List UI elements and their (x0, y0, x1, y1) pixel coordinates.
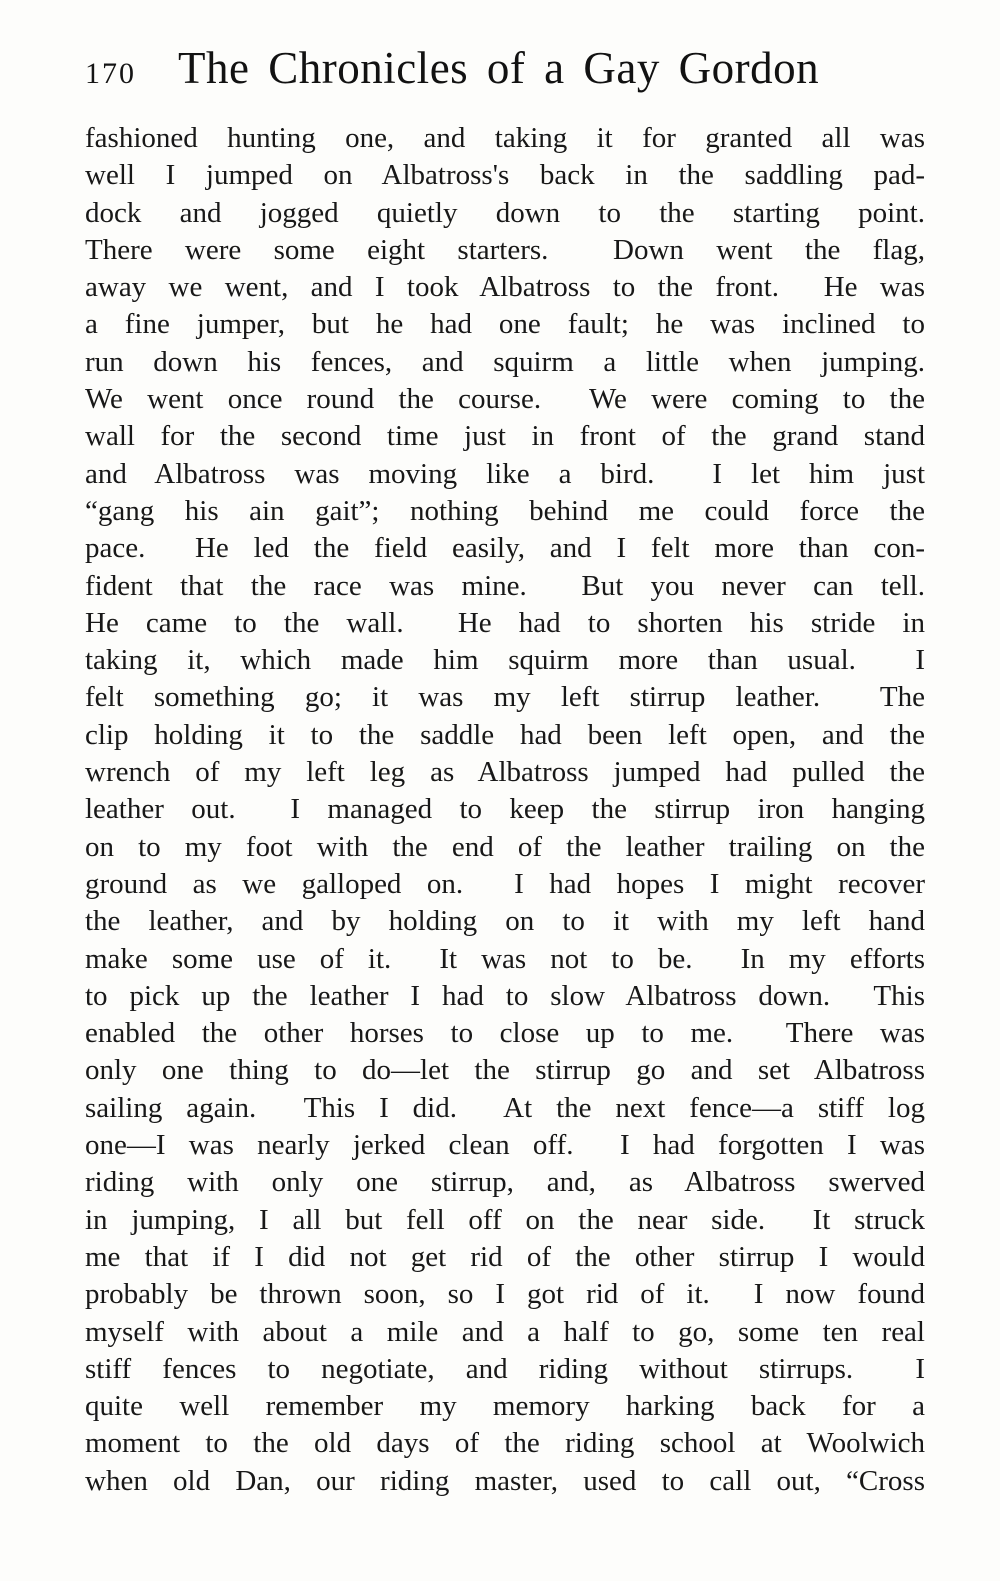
page-number: 170 (85, 57, 136, 90)
text-line: There were some eight starters. Down went the flag, (85, 233, 925, 266)
text-line: one—I was nearly jerked clean off. I had forgotten I was (85, 1129, 925, 1162)
text-line: taking it, which made him squirm more than usual. I (85, 644, 925, 677)
running-header (85, 43, 925, 93)
text-line: on to my foot with the end of the leather trailing on the (85, 830, 925, 863)
body-text (85, 120, 925, 1500)
text-line: moment to the old days of the riding school at Woolwich (85, 1427, 925, 1460)
text-line: “gang his ain gait”; nothing behind me could force the (85, 494, 925, 527)
text-line: probably be thrown soon, so I got rid of it. I now found (85, 1278, 925, 1311)
text-line: pace. He led the field easily, and I felt more than con- (85, 532, 925, 565)
text-line: quite well remember my memory harking back for a (85, 1390, 925, 1423)
text-line: when old Dan, our riding master, used to call out, “Cross (85, 1464, 925, 1497)
text-line: in jumping, I all but fell off on the near side. It struck (85, 1203, 925, 1236)
text-line: away we went, and I took Albatross to the front. He was (85, 271, 925, 304)
text-line: stiff fences to negotiate, and riding without stirrups. I (85, 1352, 925, 1385)
text-line: felt something go; it was my left stirrup leather. The (85, 681, 925, 714)
text-line: He came to the wall. He had to shorten his stride in (85, 606, 925, 639)
text-line: me that if I did not get rid of the other stirrup I would (85, 1240, 925, 1273)
text-line: make some use of it. It was not to be. In my efforts (85, 942, 925, 975)
text-line: the leather, and by holding on to it with my left hand (85, 905, 925, 938)
text-line: well I jumped on Albatross's back in the saddling pad- (85, 159, 925, 192)
page-title: The Chronicles of a Gay Gordon (178, 43, 820, 93)
text-line: sailing again. This I did. At the next fence—a stiff log (85, 1091, 925, 1124)
text-line: leather out. I managed to keep the stirrup iron hanging (85, 793, 925, 826)
text-line: dock and jogged quietly down to the starting point. (85, 196, 925, 229)
text-line: wrench of my left leg as Albatross jumped had pulled the (85, 756, 925, 789)
text-line: We went once round the course. We were coming to the (85, 383, 925, 416)
text-line: and Albatross was moving like a bird. I let him just (85, 457, 925, 490)
text-line: run down his fences, and squirm a little when jumping. (85, 345, 925, 378)
text-line: only one thing to do—let the stirrup go and set Albatross (85, 1054, 925, 1087)
text-line: wall for the second time just in front of the grand stand (85, 420, 925, 453)
text-line: fident that the race was mine. But you never can tell. (85, 569, 925, 602)
text-line: a fine jumper, but he had one fault; he was inclined to (85, 308, 925, 341)
text-line: ground as we galloped on. I had hopes I might recover (85, 867, 925, 900)
text-line: to pick up the leather I had to slow Albatross down. This (85, 979, 925, 1012)
text-line: enabled the other horses to close up to me. There was (85, 1017, 925, 1050)
text-line: myself with about a mile and a half to go, some ten real (85, 1315, 925, 1348)
text-line: fashioned hunting one, and taking it for granted all was (85, 122, 925, 154)
text-line: riding with only one stirrup, and, as Albatross swerved (85, 1166, 925, 1199)
text-line: clip holding it to the saddle had been left open, and the (85, 718, 925, 751)
